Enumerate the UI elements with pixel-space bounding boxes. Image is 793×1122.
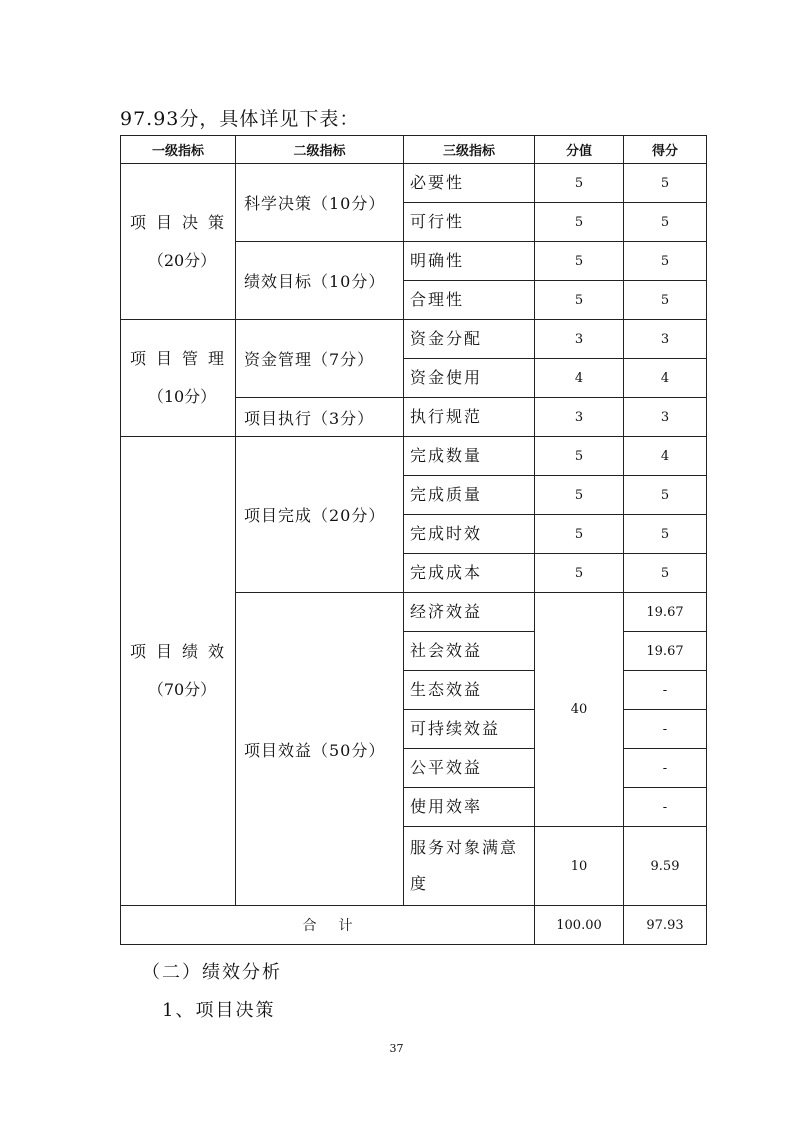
level1-name: 项目决策 bbox=[129, 212, 234, 232]
level3-cell: 资金使用 bbox=[404, 359, 535, 398]
level2-cell: 项目执行（3分） bbox=[236, 398, 404, 437]
score-cell: - bbox=[624, 749, 707, 788]
value-cell: 4 bbox=[535, 359, 624, 398]
score-cell: 19.67 bbox=[624, 632, 707, 671]
header-level1: 一级指标 bbox=[121, 136, 236, 164]
score-cell: 5 bbox=[624, 476, 707, 515]
header-level3: 三级指标 bbox=[404, 136, 535, 164]
score-cell: 5 bbox=[624, 281, 707, 320]
value-cell: 5 bbox=[535, 515, 624, 554]
score-cell: 3 bbox=[624, 320, 707, 359]
level1-score: （20分） bbox=[147, 250, 217, 270]
score-cell: 5 bbox=[624, 164, 707, 203]
header-value: 分值 bbox=[535, 136, 624, 164]
level3-cell: 生态效益 bbox=[404, 671, 535, 710]
total-value: 100.00 bbox=[535, 906, 624, 945]
intro-text: 97.93分，具体详见下表： bbox=[120, 108, 360, 130]
level1-cell bbox=[121, 164, 236, 320]
score-cell: - bbox=[624, 671, 707, 710]
value-cell: 3 bbox=[535, 398, 624, 437]
score-cell: 5 bbox=[624, 242, 707, 281]
total-score: 97.93 bbox=[624, 906, 707, 945]
level3-cell: 完成数量 bbox=[404, 437, 535, 476]
subsection-heading: 1、项目决策 bbox=[162, 1000, 276, 1021]
level3-cell: 社会效益 bbox=[404, 632, 535, 671]
level2-cell: 科学决策（10分） bbox=[236, 164, 404, 242]
level3-cell: 完成成本 bbox=[404, 554, 535, 593]
level1-cell bbox=[121, 437, 236, 906]
level3-cell: 可行性 bbox=[404, 203, 535, 242]
level3-cell: 必要性 bbox=[404, 164, 535, 203]
score-cell: 3 bbox=[624, 398, 707, 437]
level3-cell: 执行规范 bbox=[404, 398, 535, 437]
header-score: 得分 bbox=[624, 136, 707, 164]
value-cell: 10 bbox=[535, 827, 624, 906]
score-cell: 19.67 bbox=[624, 593, 707, 632]
level3-cell: 公平效益 bbox=[404, 749, 535, 788]
total-row bbox=[121, 906, 707, 945]
value-cell: 5 bbox=[535, 203, 624, 242]
value-cell: 5 bbox=[535, 554, 624, 593]
value-cell: 5 bbox=[535, 164, 624, 203]
value-cell: 3 bbox=[535, 320, 624, 359]
total-label: 合计 bbox=[121, 906, 535, 945]
value-cell: 5 bbox=[535, 281, 624, 320]
level3-cell: 服务对象满意度 bbox=[404, 827, 535, 906]
score-cell: 9.59 bbox=[624, 827, 707, 906]
level1-score: （10分） bbox=[147, 387, 217, 406]
header-row bbox=[121, 136, 707, 164]
value-cell: 5 bbox=[535, 437, 624, 476]
level1-name: 项目管理 bbox=[129, 349, 234, 368]
header-level2: 二级指标 bbox=[236, 136, 404, 164]
score-cell: 4 bbox=[624, 359, 707, 398]
table-row bbox=[121, 320, 707, 359]
score-cell: - bbox=[624, 710, 707, 749]
level3-cell: 可持续效益 bbox=[404, 710, 535, 749]
score-table bbox=[120, 135, 707, 945]
score-cell: 5 bbox=[624, 554, 707, 593]
level1-score: （70分） bbox=[147, 680, 217, 699]
table-row bbox=[121, 437, 707, 476]
level3-cell: 合理性 bbox=[404, 281, 535, 320]
level3-cell: 完成质量 bbox=[404, 476, 535, 515]
level3-cell: 经济效益 bbox=[404, 593, 535, 632]
level1-name: 项目绩效 bbox=[129, 642, 234, 661]
table-row bbox=[121, 164, 707, 203]
section-heading: （二）绩效分析 bbox=[142, 962, 282, 983]
level3-cell: 使用效率 bbox=[404, 788, 535, 827]
level3-cell: 明确性 bbox=[404, 242, 535, 281]
score-cell: - bbox=[624, 788, 707, 827]
score-cell: 4 bbox=[624, 437, 707, 476]
level2-cell: 项目效益（50分） bbox=[236, 593, 404, 906]
level3-cell: 资金分配 bbox=[404, 320, 535, 359]
level2-cell: 资金管理（7分） bbox=[236, 320, 404, 398]
score-cell: 5 bbox=[624, 203, 707, 242]
level2-cell: 项目完成（20分） bbox=[236, 437, 404, 593]
value-cell: 40 bbox=[535, 593, 624, 827]
level1-cell bbox=[121, 320, 236, 437]
level2-cell: 绩效目标（10分） bbox=[236, 242, 404, 320]
level3-cell: 完成时效 bbox=[404, 515, 535, 554]
page-number: 37 bbox=[389, 1042, 404, 1055]
value-cell: 5 bbox=[535, 476, 624, 515]
value-cell: 5 bbox=[535, 242, 624, 281]
score-cell: 5 bbox=[624, 515, 707, 554]
